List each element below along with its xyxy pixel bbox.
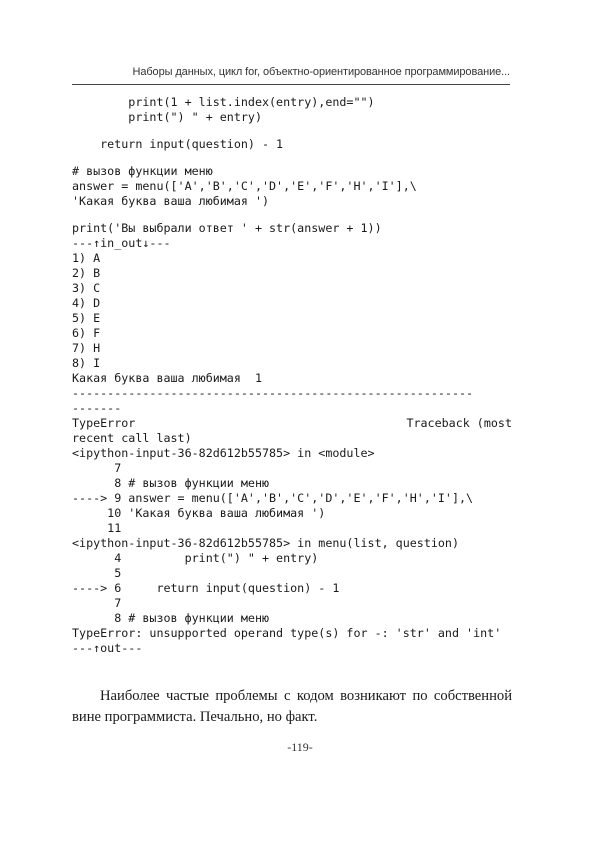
- blank-line: [72, 209, 512, 221]
- code-line: 'Какая буква ваша любимая '): [72, 194, 270, 208]
- code-line: return input(question) - 1: [72, 137, 284, 151]
- output-line: 3) C: [72, 281, 101, 295]
- code-line: # вызов функции меню: [72, 164, 213, 178]
- traceback-line: 8 # вызов функции меню: [72, 476, 270, 490]
- traceback-line: ----> 6 return input(question) - 1: [72, 581, 340, 595]
- output-marker: ---↑out---: [72, 641, 143, 655]
- code-line: print(") " + entry): [72, 110, 262, 124]
- traceback-separator: -------: [72, 401, 122, 415]
- output-line: Какая буква ваша любимая 1: [72, 371, 262, 385]
- page-number: -119-: [287, 740, 313, 754]
- traceback-frame: <ipython-input-36-82d612b55785> in <module>: [72, 446, 375, 460]
- traceback-line: 7: [72, 596, 122, 610]
- code-line: print('Вы выбрали ответ ' + str(answer + 1)): [72, 221, 382, 235]
- output-line: 8) I: [72, 356, 101, 370]
- running-header: Наборы данных, цикл for, объектно-ориентированное программирование...: [132, 66, 510, 78]
- traceback-line: 11: [72, 521, 122, 535]
- traceback-line: 7: [72, 461, 122, 475]
- traceback-line: 5: [72, 566, 122, 580]
- traceback-line: 8 # вызов функции меню: [72, 611, 270, 625]
- traceback-line: 10 'Какая буква ваша любимая '): [72, 506, 326, 520]
- output-line: 4) D: [72, 296, 101, 310]
- output-line: 7) H: [72, 341, 101, 355]
- blank-line: [72, 152, 512, 164]
- output-line: 2) B: [72, 266, 101, 280]
- traceback-label: Traceback (most: [406, 416, 512, 430]
- traceback-line: 4 print(") " + entry): [72, 551, 319, 565]
- output-line: recent call last): [72, 431, 192, 445]
- code-listing: [72, 95, 512, 656]
- code-line: print(1 + list.index(entry),end=""): [72, 95, 375, 109]
- output-line: 1) A: [72, 251, 101, 265]
- traceback-separator: ---------------------------------------------------------: [72, 386, 474, 400]
- code-line: answer = menu(['A','B','C','D','E','F','H','I'],\: [72, 179, 417, 193]
- blank-line: [72, 125, 512, 137]
- error-type: TypeError: [72, 416, 136, 430]
- output-marker: ---↑in_out↓---: [72, 236, 171, 250]
- body-paragraph: Наиболее частые проблемы с кодом возникают по собственной вине программиста. Печально, но факт.: [72, 688, 512, 725]
- header-divider: [72, 84, 510, 85]
- traceback-frame: <ipython-input-36-82d612b55785> in menu(list, question): [72, 536, 460, 550]
- traceback-line: ----> 9 answer = menu(['A','B','C','D','E','F','H','I'],\: [72, 491, 474, 505]
- output-line: 6) F: [72, 326, 101, 340]
- output-line: 5) E: [72, 311, 101, 325]
- error-message: TypeError: unsupported operand type(s) for -: 'str' and 'int': [72, 626, 502, 640]
- traceback-header: [72, 416, 512, 431]
